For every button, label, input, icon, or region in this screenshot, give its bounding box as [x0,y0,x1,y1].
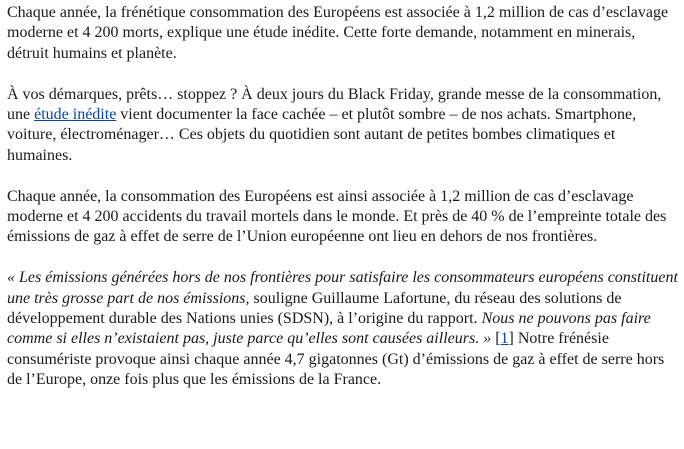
quote-paragraph-rest: Notre frénésie consumériste provoque ainsi chaque année 4,7 gigatonnes (Gt) d’émissions de gaz à effet de serre hors de l’Europe, onze fois plus que les émissions de la France. [7,330,665,389]
lead-paragraph [7,3,679,64]
statistics-paragraph [7,187,679,248]
intro-text-before-link: À vos démarques, prêts… stoppez ? À deux jours du Black Friday, grande messe de la consommation, une [7,85,662,124]
quote-part-1: « Les émissions générées hors de nos frontières pour satisfaire les consommateurs européens constituent une très grosse part de nos émissions, [7,269,678,307]
intro-text-after-link: vient documenter la face cachée – et plutôt sombre – de nos achats. Smartphone, voiture, électroménager… Ces objets du quotidien sont autant de petites bombes climatiques et humaines. [7,106,637,164]
quote-paragraph [7,268,679,390]
reference-close-bracket: ] [508,330,514,348]
reference-open-bracket: [ [491,330,501,348]
quote-part-2: Nous ne pouvons pas faire comme si elles n’existaient pas, juste parce qu’elles sont causées ailleurs. » [7,310,651,348]
intro-paragraph [7,85,679,167]
article-body [7,3,679,391]
footnote-1-link[interactable]: 1 [500,330,509,348]
lead-text: Chaque année, la frénétique consommation des Européens est associée à 1,2 million de cas d’esclavage moderne et 4 200 morts, explique une étude inédite. Cette forte demande, notamment en minerais, détruit humains et planète. [7,4,669,62]
quote-attribution: souligne Guillaume Lafortune, du réseau des solutions de développement durable des Nations unies (SDSN), à l’origine du rapport. [7,289,622,328]
study-link[interactable]: étude inédite [34,106,117,124]
statistics-text: Chaque année, la consommation des Européens est ainsi associée à 1,2 million de cas d’esclavage moderne et 4 200 accidents du travail mortels dans le monde. Et près de 40 % de l’empreinte totale des émissions de gaz à effet de serre de l’Union européenne ont lieu en dehors de nos frontières. [7,187,667,246]
